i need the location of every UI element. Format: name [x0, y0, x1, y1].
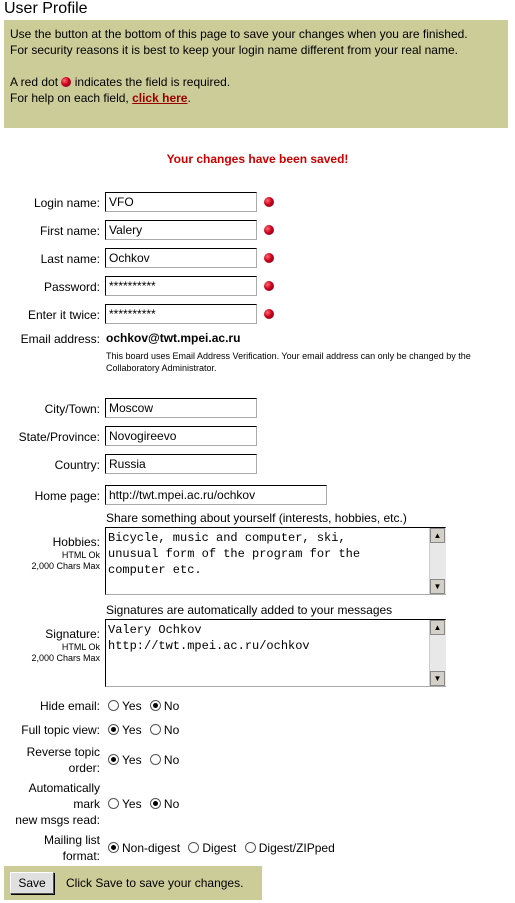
homepage-input[interactable] [105, 485, 327, 505]
reverse-topic-no-radio[interactable] [150, 754, 161, 765]
scroll-down-icon[interactable]: ▼ [430, 671, 445, 686]
hobbies-label-group [0, 534, 100, 572]
full-topic-yes-label[interactable]: Yes [122, 723, 142, 737]
last-name-input[interactable] [105, 248, 257, 268]
required-dot-icon [264, 197, 274, 207]
auto-mark-label-3: new msgs read: [15, 813, 100, 827]
auto-mark-yes-radio[interactable] [108, 798, 119, 809]
auto-mark-label-2: mark [73, 797, 100, 811]
password-input[interactable] [105, 276, 257, 296]
signature-label: Signature: [45, 627, 100, 641]
full-topic-yes-radio[interactable] [108, 724, 119, 735]
first-name-label: First name: [39, 224, 100, 238]
mailing-label-2: format: [62, 849, 100, 863]
mailing-options [108, 840, 340, 856]
mailing-label [0, 832, 100, 864]
signature-label-group [0, 626, 100, 664]
mailing-digest-radio[interactable] [188, 842, 199, 853]
country-input[interactable] [105, 454, 257, 474]
state-input[interactable] [105, 426, 257, 446]
required-dot-icon [264, 281, 274, 291]
saved-message: Your changes have been saved! [166, 152, 349, 166]
email-note: This board uses Email Address Verification. Your email address can only be changed by the Collaboratory Administrator. [106, 351, 471, 373]
mailing-zipped-label[interactable]: Digest/ZIPped [258, 841, 335, 855]
auto-mark-yes-label[interactable]: Yes [122, 797, 142, 811]
password-confirm-label: Enter it twice: [27, 308, 100, 322]
signature-html-ok: HTML Ok [61, 642, 100, 652]
hide-email-yes-radio[interactable] [108, 700, 119, 711]
email-label: Email address: [20, 332, 100, 346]
city-label: City/Town: [44, 402, 100, 416]
mailing-zipped-radio[interactable] [245, 842, 256, 853]
help-note [10, 90, 502, 106]
mailing-nondigest-label[interactable]: Non-digest [122, 841, 181, 855]
mailing-label-1: Mailing list [43, 833, 100, 847]
save-button[interactable]: Save [10, 872, 54, 894]
last-name-label: Last name: [40, 252, 100, 266]
help-link[interactable]: click here [132, 91, 188, 105]
signature-max: 2,000 Chars Max [31, 653, 100, 663]
scroll-up-icon[interactable]: ▲ [430, 528, 445, 543]
login-name-input[interactable] [105, 192, 257, 212]
required-note [10, 74, 502, 90]
auto-mark-label [0, 780, 100, 828]
first-name-input[interactable] [105, 220, 257, 240]
hide-email-yes-label[interactable]: Yes [122, 699, 142, 713]
help-suffix: . [187, 91, 191, 105]
auto-mark-no-radio[interactable] [150, 798, 161, 809]
state-label: State/Province: [18, 430, 100, 444]
scroll-down-icon[interactable]: ▼ [430, 579, 445, 594]
city-input[interactable] [105, 398, 257, 418]
full-topic-no-label[interactable]: No [163, 723, 180, 737]
hide-email-no-radio[interactable] [150, 700, 161, 711]
signature-hint: Signatures are automatically added to your messages [106, 603, 393, 617]
scroll-up-icon[interactable]: ▲ [430, 620, 445, 635]
footer-bar [4, 866, 262, 900]
page-title: User Profile [4, 0, 88, 17]
required-dot-icon [264, 253, 274, 263]
hobbies-html-ok: HTML Ok [61, 550, 100, 560]
reverse-topic-label-1: Reverse topic [26, 745, 100, 759]
login-label: Login name: [33, 196, 100, 210]
hobbies-label: Hobbies: [52, 535, 100, 549]
password-confirm-input[interactable] [105, 304, 257, 324]
info-panel [4, 20, 508, 128]
hobbies-scrollbar[interactable] [429, 528, 446, 594]
info-line-2: For security reasons it is best to keep your login name different from your real name. [10, 43, 458, 57]
hide-email-options [108, 698, 184, 714]
signature-scrollbar[interactable] [429, 620, 446, 686]
reverse-topic-no-label[interactable]: No [163, 753, 180, 767]
hobbies-textarea[interactable] [105, 527, 446, 595]
auto-mark-options [108, 796, 184, 812]
full-topic-options [108, 722, 184, 738]
auto-mark-label-1: Automatically [28, 781, 100, 795]
hobbies-max: 2,000 Chars Max [31, 561, 100, 571]
reverse-topic-yes-label[interactable]: Yes [122, 753, 142, 767]
country-label: Country: [54, 458, 100, 472]
hobbies-hint: Share something about yourself (interests, hobbies, etc.) [106, 511, 407, 525]
mailing-nondigest-radio[interactable] [108, 842, 119, 853]
required-dot-icon [264, 225, 274, 235]
hide-email-no-label[interactable]: No [163, 699, 180, 713]
required-dot-icon [61, 77, 71, 87]
help-prefix: For help on each field, [10, 91, 129, 105]
full-topic-label: Full topic view: [21, 723, 100, 737]
auto-mark-no-label[interactable]: No [163, 797, 180, 811]
homepage-label: Home page: [34, 489, 100, 503]
email-value: ochkov@twt.mpei.ac.ru [106, 331, 241, 345]
required-dot-icon [264, 309, 274, 319]
reverse-topic-yes-radio[interactable] [108, 754, 119, 765]
signature-textarea[interactable] [105, 619, 446, 687]
mailing-digest-label[interactable]: Digest [202, 841, 237, 855]
reverse-topic-label [0, 744, 100, 776]
required-prefix: A red dot [10, 75, 59, 89]
reverse-topic-label-2: order: [68, 761, 100, 775]
full-topic-no-radio[interactable] [150, 724, 161, 735]
reverse-topic-options [108, 752, 184, 768]
password-label: Password: [43, 280, 100, 294]
required-suffix: indicates the field is required. [74, 75, 231, 89]
save-hint: Click Save to save your changes. [66, 876, 244, 890]
hide-email-label: Hide email: [39, 699, 100, 713]
info-line-1: Use the button at the bottom of this page to save your changes when you are finished. [10, 27, 468, 41]
